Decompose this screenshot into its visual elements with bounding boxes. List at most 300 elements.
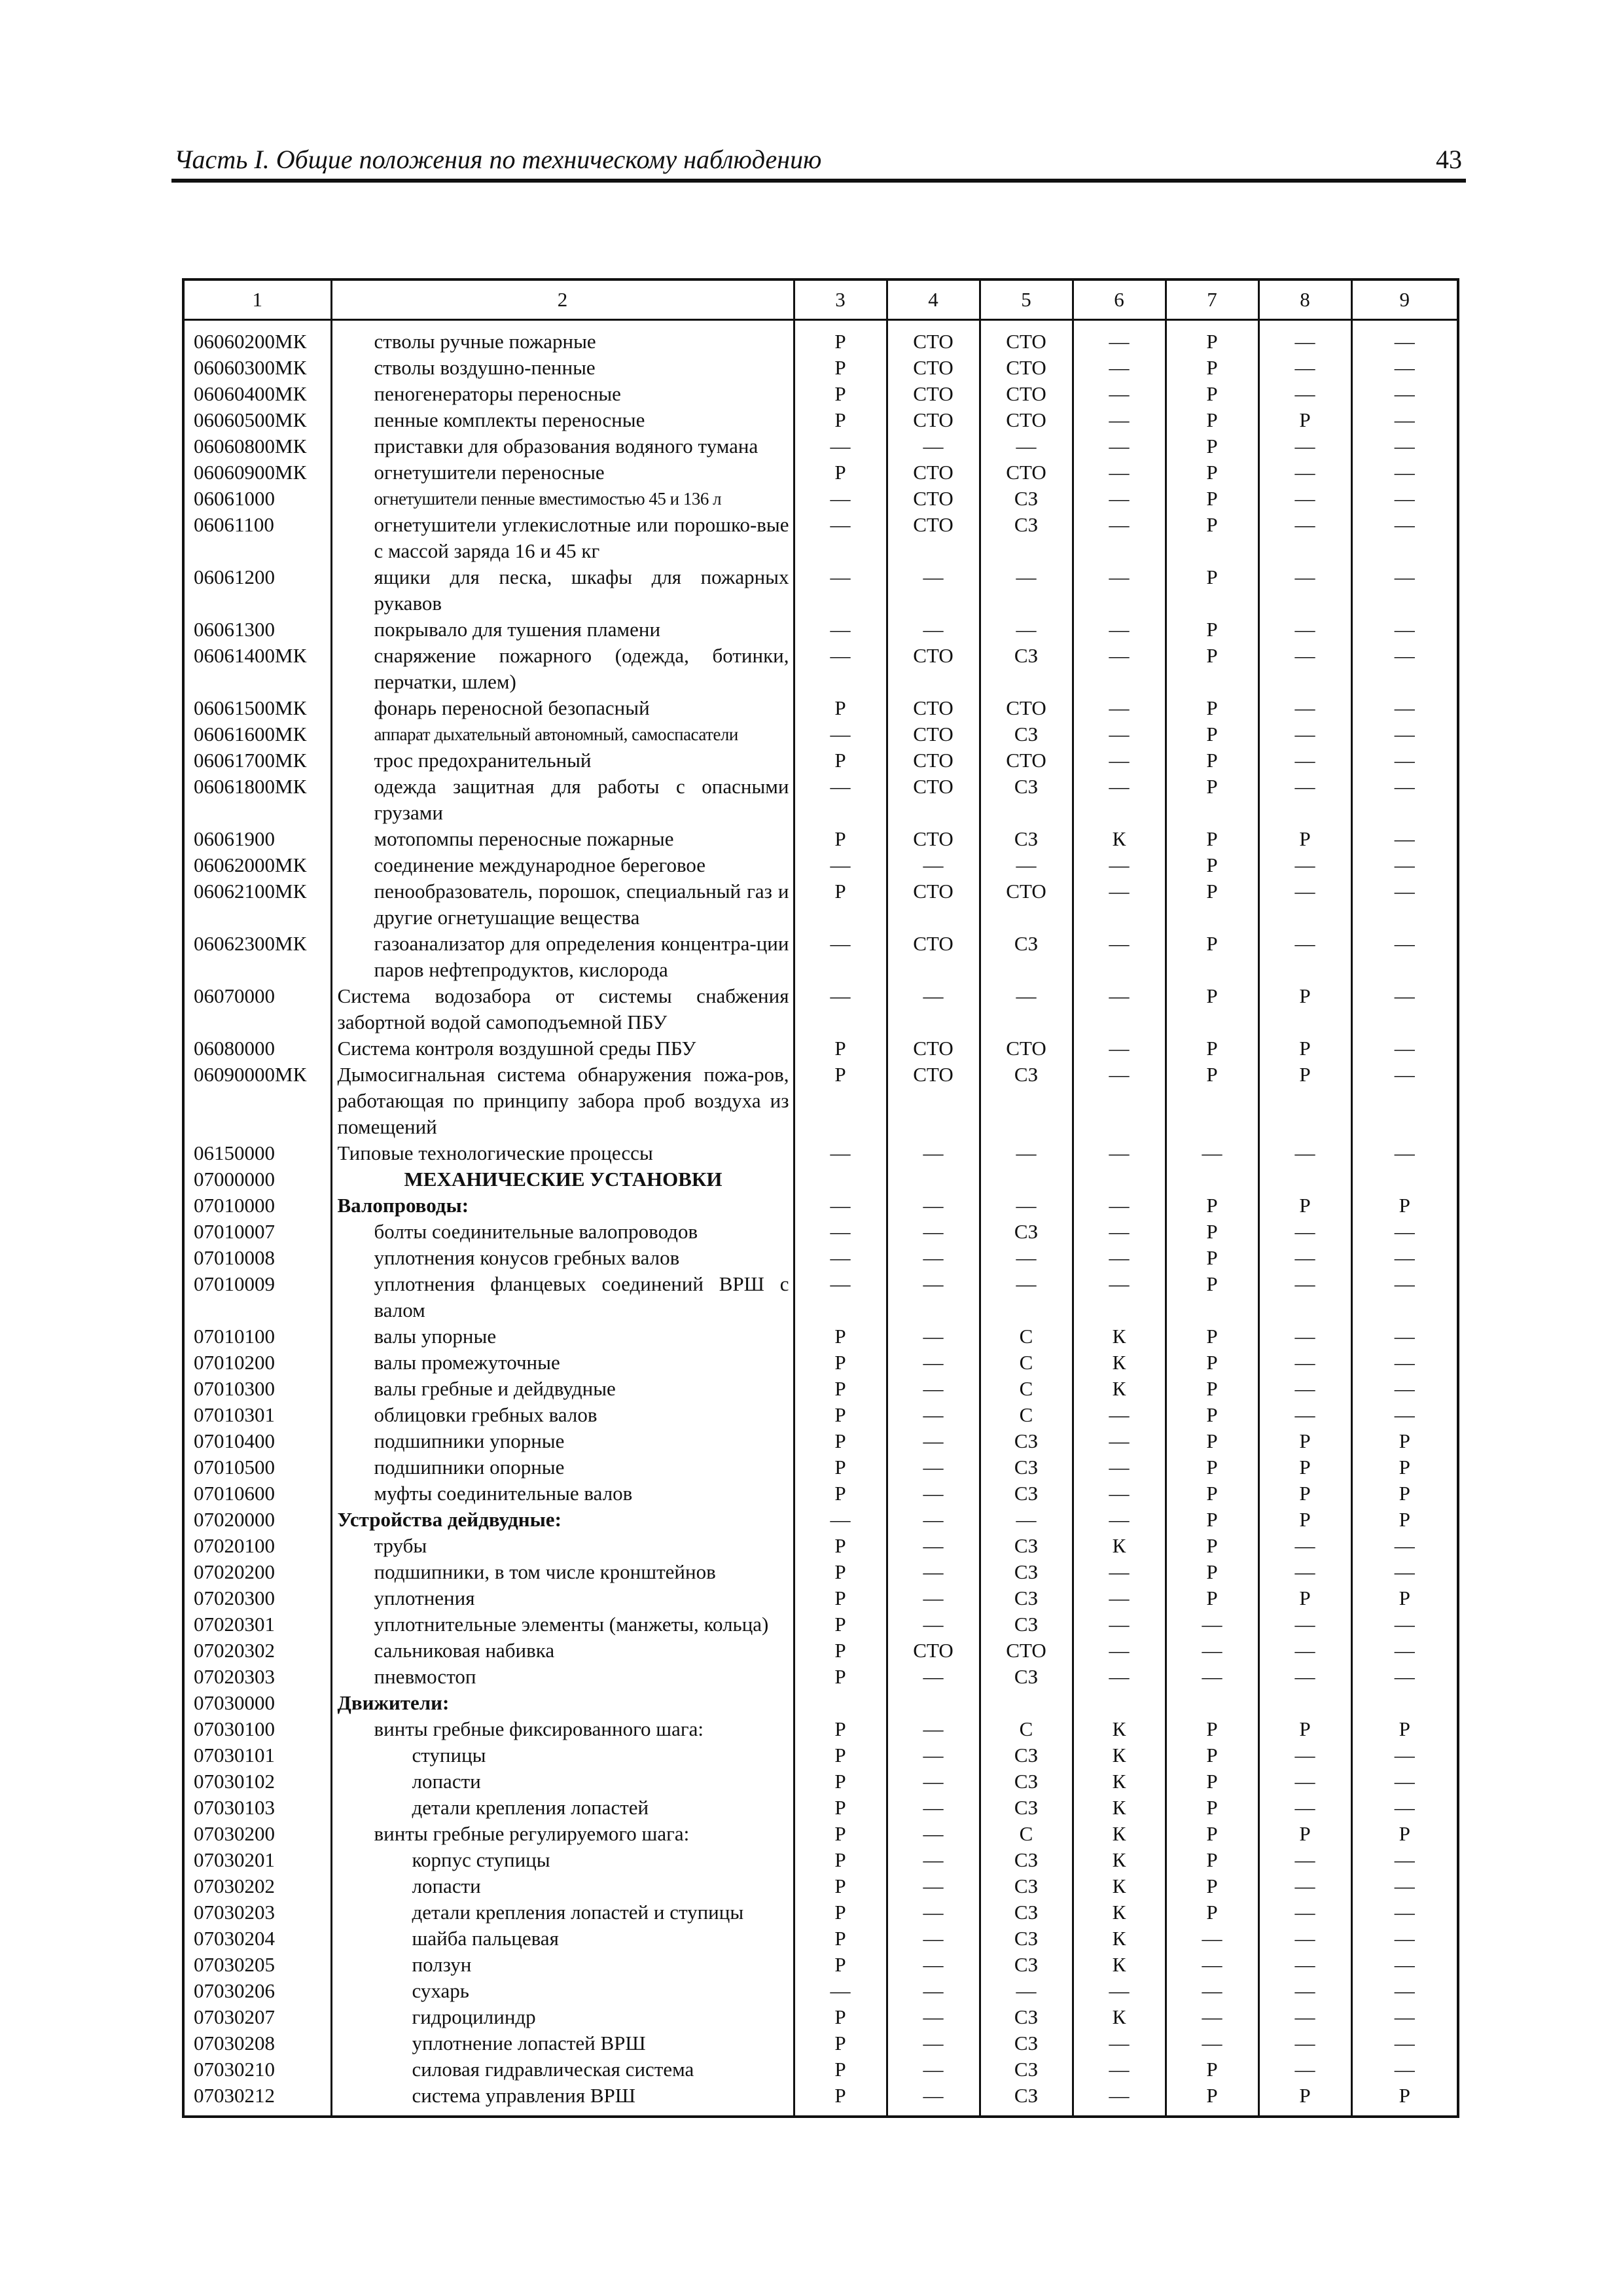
item-code: 07020302 [183,1638,331,1664]
item-name: стволы ручные пожарные [331,320,794,355]
requirement-cell-c6: К [1073,1768,1166,1795]
table-row [183,695,1458,721]
requirement-cell-c5: СТО [980,381,1073,407]
requirement-cell-c9: — [1351,721,1458,747]
requirement-cell-c8: — [1258,1350,1351,1376]
requirement-cell-c7: Р [1166,1350,1258,1376]
item-code: 06061300 [183,617,331,643]
requirement-cell-c4: СТО [887,407,980,433]
column-header: 1 [183,279,331,320]
item-code: 07030204 [183,1926,331,1952]
requirement-cell-c7: Р [1166,852,1258,878]
requirement-cell-c9: — [1351,320,1458,355]
item-name: гидроцилиндр [331,2004,794,2030]
item-name: уплотнения [331,1585,794,1611]
requirement-cell-c4: — [887,1193,980,1219]
requirement-cell-c5: СТО [980,355,1073,381]
item-name: винты гребные регулируемого шага: [331,1821,794,1847]
item-code: 07030101 [183,1742,331,1768]
item-code: 07020303 [183,1664,331,1690]
requirement-cell-c8: — [1258,774,1351,826]
item-name: болты соединительные валопроводов [331,1219,794,1245]
requirement-cell-c3: — [794,774,887,826]
requirement-cell-c3: — [794,1140,887,1166]
item-name: Типовые технологические процессы [331,1140,794,1166]
item-code: 07030208 [183,2030,331,2056]
requirement-cell-c8: Р [1258,983,1351,1035]
table-row [183,2083,1458,2117]
table-row [183,1428,1458,1454]
requirement-cell-c6: К [1073,2004,1166,2030]
requirement-cell-c6: — [1073,1219,1166,1245]
table-row [183,1035,1458,1062]
requirement-cell-c4: — [887,564,980,617]
requirement-cell-c6: — [1073,1454,1166,1480]
table-row [183,1611,1458,1638]
item-code: 07000000 [183,1166,331,1193]
requirement-cell-c3: Р [794,2056,887,2083]
item-name: детали крепления лопастей и ступицы [331,1899,794,1926]
requirement-cell-c3: — [794,433,887,459]
section-heading: МЕХАНИЧЕСКИЕ УСТАНОВКИ [331,1166,794,1193]
requirement-cell-c9: — [1351,459,1458,486]
requirement-cell-c6: К [1073,1533,1166,1559]
requirement-cell-c8: Р [1258,1062,1351,1140]
requirement-cell-c4: — [887,2030,980,2056]
requirement-cell-c5: С [980,1716,1073,1742]
requirement-cell-c3: — [794,1271,887,1323]
table-header-row [183,279,1458,320]
requirement-cell-c6: — [1073,1638,1166,1664]
requirement-cell-c6: — [1073,643,1166,695]
requirement-cell-c4: — [887,1899,980,1926]
requirement-cell-c4: — [887,2056,980,2083]
item-name: соединение международное береговое [331,852,794,878]
table-row [183,1140,1458,1166]
requirement-cell-c5 [980,1690,1073,1716]
requirement-cell-c4: СТО [887,512,980,564]
requirement-cell-c4: — [887,1271,980,1323]
requirement-cell-c5: СЗ [980,1664,1073,1690]
requirement-cell-c5: С [980,1376,1073,1402]
item-name: шайба пальцевая [331,1926,794,1952]
requirement-cell-c5: СТО [980,459,1073,486]
item-code: 07030102 [183,1768,331,1795]
requirement-cell-c6: — [1073,1611,1166,1638]
requirement-cell-c8: — [1258,1219,1351,1245]
requirement-cell-c4: СТО [887,381,980,407]
requirement-cell-c3: — [794,1978,887,2004]
requirement-cell-c9: — [1351,852,1458,878]
item-name: детали крепления лопастей [331,1795,794,1821]
requirement-cell-c5: СТО [980,1035,1073,1062]
requirement-cell-c8: Р [1258,1454,1351,1480]
requirement-cell-c7: Р [1166,1768,1258,1795]
requirement-cell-c7: Р [1166,355,1258,381]
table-row [183,852,1458,878]
requirement-cell-c8: — [1258,1768,1351,1795]
item-name: валы гребные и дейдвудные [331,1376,794,1402]
requirement-cell-c9: — [1351,1742,1458,1768]
requirement-cell-c8: Р [1258,1035,1351,1062]
requirement-cell-c7: Р [1166,1480,1258,1507]
requirement-cell-c9: — [1351,1219,1458,1245]
item-name: трубы [331,1533,794,1559]
table-row [183,1533,1458,1559]
requirement-cell-c3: Р [794,1585,887,1611]
requirement-cell-c5: СЗ [980,1062,1073,1140]
requirement-cell-c4: — [887,1611,980,1638]
requirement-cell-c4: СТО [887,486,980,512]
item-name: валы промежуточные [331,1350,794,1376]
requirement-cell-c8: — [1258,1899,1351,1926]
requirement-cell-c4: СТО [887,721,980,747]
page-header [171,143,1466,183]
requirement-cell-c4: СТО [887,355,980,381]
requirement-cell-c9: — [1351,643,1458,695]
item-name: винты гребные фиксированного шага: [331,1716,794,1742]
table-row [183,1847,1458,1873]
requirement-cell-c5: СЗ [980,1585,1073,1611]
requirement-cell-c5: — [980,1193,1073,1219]
page-number: 43 [1436,145,1462,174]
requirement-cell-c3: Р [794,1638,887,1664]
requirement-cell-c3: Р [794,878,887,931]
requirement-cell-c3: — [794,486,887,512]
table-row [183,1873,1458,1899]
requirement-cell-c7: Р [1166,1402,1258,1428]
requirement-cell-c7: Р [1166,433,1258,459]
requirement-cell-c7: Р [1166,774,1258,826]
requirement-cell-c3: — [794,721,887,747]
requirement-cell-c8: — [1258,1402,1351,1428]
item-code: 07010200 [183,1350,331,1376]
requirement-cell-c4: — [887,1376,980,1402]
requirement-cell-c4: СТО [887,459,980,486]
requirement-cell-c3: Р [794,1428,887,1454]
requirement-cell-c7: Р [1166,1035,1258,1062]
item-name: Валопроводы: [331,1193,794,1219]
requirement-cell-c6: — [1073,1193,1166,1219]
requirement-cell-c4 [887,1166,980,1193]
requirement-cell-c3: — [794,1219,887,1245]
requirement-cell-c9: Р [1351,1428,1458,1454]
requirement-cell-c9: — [1351,407,1458,433]
requirement-cell-c8: Р [1258,826,1351,852]
item-code: 07030207 [183,2004,331,2030]
requirement-cell-c5: СЗ [980,1952,1073,1978]
requirement-cell-c7: Р [1166,1821,1258,1847]
requirement-cell-c4: — [887,1428,980,1454]
requirement-cell-c9: — [1351,1795,1458,1821]
requirement-cell-c8: — [1258,1847,1351,1873]
item-name: пневмостоп [331,1664,794,1690]
item-code: 07010008 [183,1245,331,1271]
requirement-cell-c6: К [1073,1350,1166,1376]
requirement-cell-c5: — [980,983,1073,1035]
requirement-cell-c6: К [1073,1899,1166,1926]
table-row [183,1559,1458,1585]
table-row [183,2056,1458,2083]
requirement-cell-c5: СЗ [980,1219,1073,1245]
requirement-cell-c8: — [1258,1271,1351,1323]
requirement-cell-c8: Р [1258,407,1351,433]
requirement-cell-c4: СТО [887,320,980,355]
requirement-cell-c8: — [1258,852,1351,878]
requirement-cell-c7: Р [1166,1323,1258,1350]
table-row [183,320,1458,355]
requirement-cell-c6: — [1073,1035,1166,1062]
column-header: 2 [331,279,794,320]
item-code: 06062300МК [183,931,331,983]
requirement-cell-c8: — [1258,1952,1351,1978]
requirement-cell-c7: Р [1166,983,1258,1035]
requirement-cell-c9: — [1351,1271,1458,1323]
requirement-cell-c8: — [1258,1140,1351,1166]
item-code: 06062100МК [183,878,331,931]
requirement-cell-c7: — [1166,1638,1258,1664]
item-name: Устройства дейдвудные: [331,1507,794,1533]
item-code: 06061400МК [183,643,331,695]
item-name: Система водозабора от системы снабжения забортной водой самоподъемной ПБУ [331,983,794,1035]
requirement-cell-c3: Р [794,1559,887,1585]
requirement-cell-c3: — [794,643,887,695]
table-row [183,407,1458,433]
requirement-cell-c9: — [1351,433,1458,459]
table-body [183,320,1458,2117]
requirement-cell-c7: Р [1166,695,1258,721]
requirement-cell-c4: — [887,1454,980,1480]
requirement-cell-c7: — [1166,1664,1258,1690]
requirement-cell-c6: К [1073,826,1166,852]
table-row [183,774,1458,826]
requirement-cell-c6: — [1073,1245,1166,1271]
requirement-cell-c7 [1166,1166,1258,1193]
item-name: подшипники опорные [331,1454,794,1480]
requirement-cell-c8: — [1258,1795,1351,1821]
requirement-cell-c5: СЗ [980,1559,1073,1585]
requirement-cell-c3: — [794,1245,887,1271]
requirement-cell-c8: — [1258,1926,1351,1952]
requirement-cell-c6: — [1073,564,1166,617]
requirement-cell-c4: — [887,1821,980,1847]
requirement-cell-c8: — [1258,459,1351,486]
item-name: муфты соединительные валов [331,1480,794,1507]
requirement-cell-c6: — [1073,2083,1166,2117]
item-code: 07010500 [183,1454,331,1480]
item-name: пенообразователь, порошок, специальный газ и другие огнетушащие вещества [331,878,794,931]
table-row [183,1952,1458,1978]
item-code: 07010600 [183,1480,331,1507]
requirement-cell-c4: СТО [887,1638,980,1664]
item-code: 07030206 [183,1978,331,2004]
table-row [183,1271,1458,1323]
requirement-cell-c3: Р [794,1795,887,1821]
requirement-cell-c3: — [794,564,887,617]
requirement-cell-c7 [1166,1690,1258,1716]
requirement-cell-c3: Р [794,1873,887,1899]
requirement-cell-c7: Р [1166,1507,1258,1533]
requirement-cell-c3: Р [794,320,887,355]
requirement-cell-c9: — [1351,695,1458,721]
requirement-cell-c4: — [887,1978,980,2004]
item-code: 06061000 [183,486,331,512]
requirement-cell-c3: Р [794,1716,887,1742]
item-name: снаряжение пожарного (одежда, ботинки, перчатки, шлем) [331,643,794,695]
requirement-cell-c5: СЗ [980,1480,1073,1507]
requirement-cell-c3: Р [794,1062,887,1140]
item-code: 06061200 [183,564,331,617]
requirement-cell-c6: К [1073,1952,1166,1978]
requirement-cell-c3: Р [794,1664,887,1690]
requirement-cell-c9: — [1351,1559,1458,1585]
requirement-cell-c4: — [887,1245,980,1271]
requirement-cell-c4: — [887,1664,980,1690]
requirement-cell-c5: СЗ [980,1768,1073,1795]
requirement-cell-c7: Р [1166,1428,1258,1454]
item-code: 07030202 [183,1873,331,1899]
requirement-cell-c7: Р [1166,878,1258,931]
requirement-cell-c5: СЗ [980,1899,1073,1926]
requirement-cell-c3: Р [794,1533,887,1559]
requirement-cell-c8: — [1258,1323,1351,1350]
item-name: мотопомпы переносные пожарные [331,826,794,852]
requirement-cell-c9: — [1351,931,1458,983]
running-title: Часть I. Общие положения по техническому наблюдению [174,145,822,174]
table-row [183,1507,1458,1533]
requirement-cell-c5 [980,1166,1073,1193]
requirement-cell-c9: — [1351,1899,1458,1926]
item-code: 07030100 [183,1716,331,1742]
table-row [183,1664,1458,1690]
requirement-cell-c4: — [887,1559,980,1585]
requirement-cell-c9: — [1351,878,1458,931]
requirement-cell-c4: — [887,983,980,1035]
item-name: фонарь переносной безопасный [331,695,794,721]
requirement-cell-c6: — [1073,931,1166,983]
item-name: ступицы [331,1742,794,1768]
item-code: 06060500МК [183,407,331,433]
column-header: 3 [794,279,887,320]
item-name: сальниковая набивка [331,1638,794,1664]
item-name: лопасти [331,1768,794,1795]
requirement-cell-c5: СЗ [980,1742,1073,1768]
requirement-cell-c6: — [1073,2056,1166,2083]
item-code: 06061100 [183,512,331,564]
item-name: уплотнительные элементы (манжеты, кольца) [331,1611,794,1638]
requirement-cell-c9: — [1351,381,1458,407]
item-code: 06060900МК [183,459,331,486]
requirement-cell-c9: — [1351,1533,1458,1559]
requirement-cell-c6: — [1073,878,1166,931]
requirement-cell-c6: — [1073,983,1166,1035]
requirement-cell-c8: Р [1258,1428,1351,1454]
item-name: уплотнения конусов гребных валов [331,1245,794,1271]
requirement-cell-c9: — [1351,1323,1458,1350]
requirement-cell-c7: Р [1166,1219,1258,1245]
requirement-cell-c8 [1258,1690,1351,1716]
requirement-cell-c6: — [1073,320,1166,355]
requirement-cell-c7: — [1166,1926,1258,1952]
table-row [183,486,1458,512]
requirement-cell-c9: — [1351,2030,1458,2056]
requirement-cell-c7: Р [1166,1847,1258,1873]
table-row [183,1323,1458,1350]
requirement-cell-c9: — [1351,486,1458,512]
requirement-cell-c3: Р [794,1323,887,1350]
requirement-cell-c3: Р [794,1402,887,1428]
requirement-cell-c8: — [1258,643,1351,695]
requirement-cell-c3: Р [794,826,887,852]
item-code: 07020100 [183,1533,331,1559]
requirement-cell-c4: СТО [887,695,980,721]
column-header: 6 [1073,279,1166,320]
requirement-cell-c3: Р [794,747,887,774]
requirement-cell-c9: Р [1351,1585,1458,1611]
requirement-cell-c7: Р [1166,459,1258,486]
requirement-cell-c9: — [1351,1664,1458,1690]
requirement-cell-c6: — [1073,852,1166,878]
requirement-cell-c6 [1073,1166,1166,1193]
item-code: 06090000МК [183,1062,331,1140]
requirement-cell-c5: СТО [980,878,1073,931]
requirement-cell-c5: — [980,433,1073,459]
requirement-cell-c8: Р [1258,1821,1351,1847]
requirement-cell-c8: Р [1258,1193,1351,1219]
table-row [183,1585,1458,1611]
requirement-cell-c4: — [887,1742,980,1768]
requirement-cell-c4: — [887,1480,980,1507]
requirement-cell-c4: — [887,1768,980,1795]
requirement-cell-c4: — [887,1847,980,1873]
requirement-cell-c6: — [1073,1402,1166,1428]
table-row [183,1402,1458,1428]
requirement-cell-c3: — [794,1507,887,1533]
table-row [183,1978,1458,2004]
requirement-cell-c7: Р [1166,1062,1258,1140]
requirement-cell-c7: Р [1166,1559,1258,1585]
requirement-cell-c9 [1351,1690,1458,1716]
table-row [183,878,1458,931]
item-code: 06060300МК [183,355,331,381]
requirement-cell-c6 [1073,1690,1166,1716]
table-row [183,1821,1458,1847]
item-code: 07010300 [183,1376,331,1402]
requirement-cell-c6: К [1073,1742,1166,1768]
requirement-cell-c3: Р [794,459,887,486]
requirement-cell-c7: Р [1166,320,1258,355]
table-row [183,564,1458,617]
requirement-cell-c7: Р [1166,1454,1258,1480]
requirement-cell-c8: Р [1258,1585,1351,1611]
requirement-cell-c7: Р [1166,381,1258,407]
table-row [183,643,1458,695]
item-name: уплотнения фланцевых соединений ВРШ с валом [331,1271,794,1323]
requirement-cell-c9: — [1351,2004,1458,2030]
item-name: покрывало для тушения пламени [331,617,794,643]
requirement-cell-c3: Р [794,1035,887,1062]
requirement-cell-c6: К [1073,1873,1166,1899]
requirement-cell-c9: — [1351,826,1458,852]
requirement-cell-c4 [887,1690,980,1716]
requirement-cell-c3: Р [794,1480,887,1507]
requirement-cell-c4: — [887,1533,980,1559]
item-name: Дымосигнальная система обнаружения пожа-ров, работающая по принципу забора проб воздуха из помещений [331,1062,794,1140]
requirement-cell-c5: С [980,1402,1073,1428]
table-row [183,1219,1458,1245]
table-row [183,1768,1458,1795]
requirement-cell-c9: — [1351,1978,1458,2004]
